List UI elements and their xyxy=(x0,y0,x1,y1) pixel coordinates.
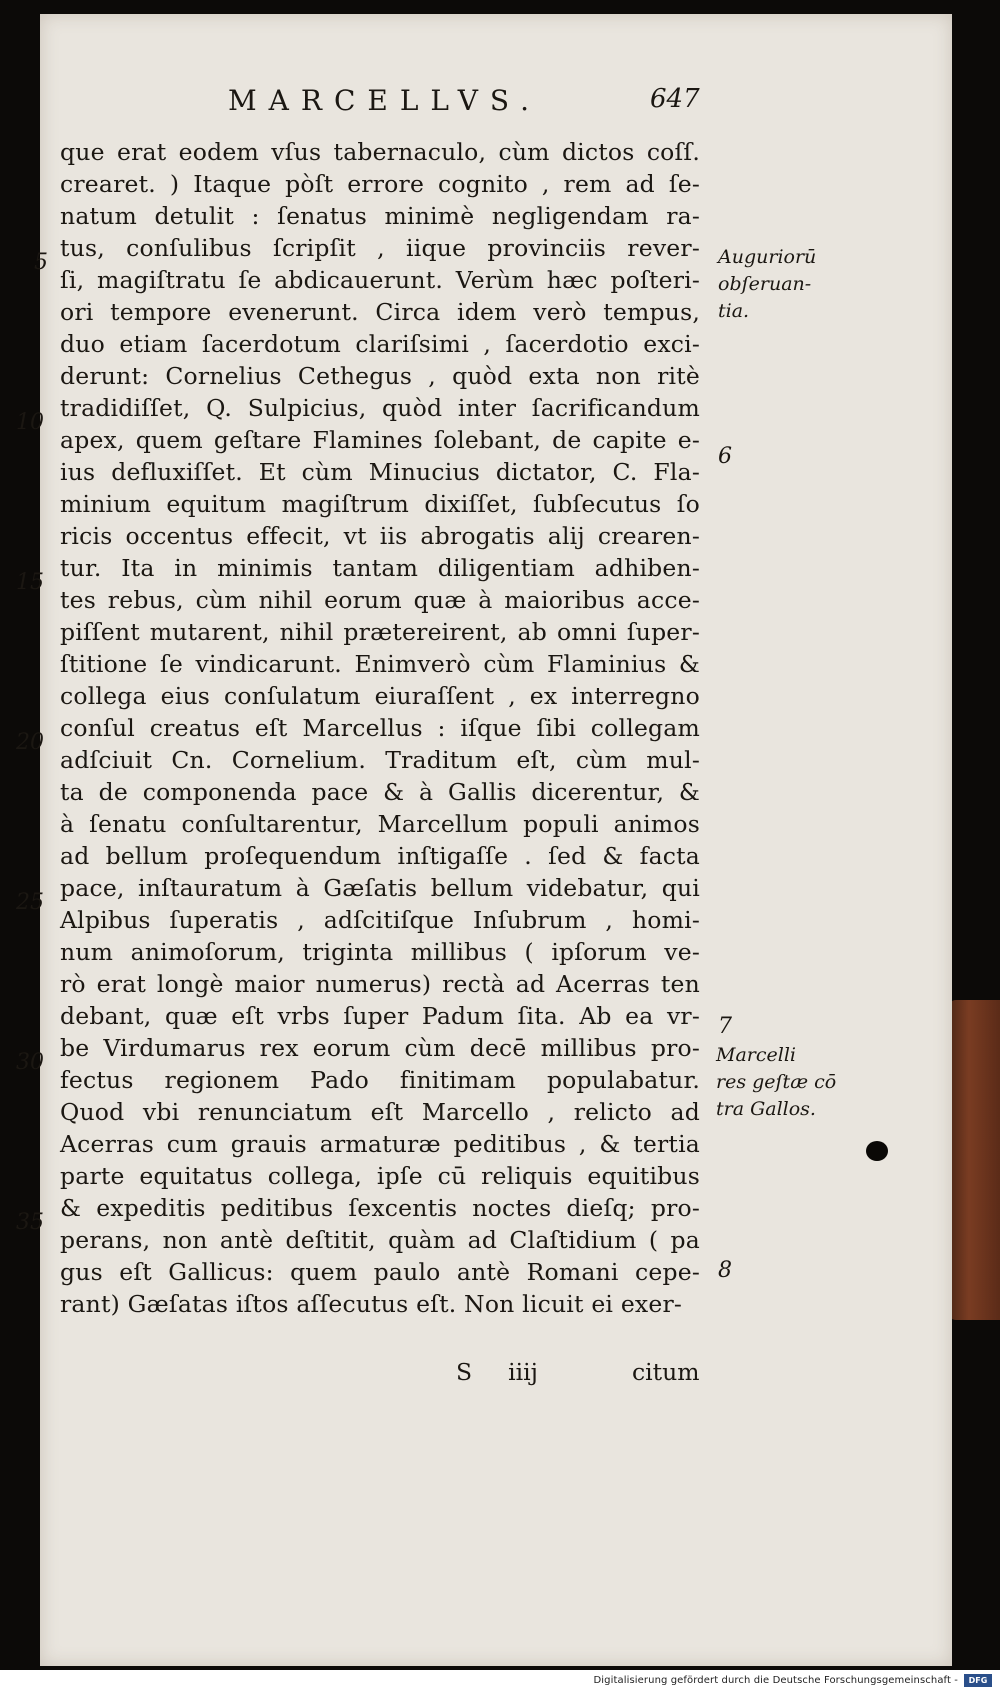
text-line: Acerras cum grauis armaturæ peditibus , & tertia xyxy=(60,1130,700,1158)
dfg-logo: DFG xyxy=(964,1674,992,1687)
text-line: duo etiam ſacerdotum clariſsimi , ſacerdotio exci- xyxy=(60,330,700,358)
text-line: gus eſt Gallicus: quem paulo antè Romani cepe- xyxy=(60,1258,700,1286)
signature-letter: S xyxy=(456,1358,473,1386)
text-line: tradidiſſet, Q. Sulpicius, quòd inter ſacrificandum xyxy=(60,394,700,422)
margin-note-line: Marcelli xyxy=(716,1044,796,1066)
margin-note-auguriorum xyxy=(718,244,816,325)
text-line: que erat eodem vſus tabernaculo, cùm dictos coſſ. xyxy=(60,138,700,166)
text-line: adſciuit Cn. Cornelium. Traditum eſt, cùm mul- xyxy=(60,746,700,774)
text-line: natum detulit : ſenatus minimè negligendam ra- xyxy=(60,202,700,230)
text-line: Alpibus ſuperatis , adſcitiſque Inſubrum , homi- xyxy=(60,906,700,934)
text-line: fectus regionem Pado finitimam populabatur. xyxy=(60,1066,700,1094)
text-line: pace, inſtauratum à Gæſatis bellum videbatur, qui xyxy=(60,874,700,902)
text-line: rò erat longè maior numerus) rectà ad Acerras ten xyxy=(60,970,700,998)
margin-note-line: Auguriorū xyxy=(718,246,817,268)
text-line: rant) Gæſatas iſtos aſſecutus eſt. Non licuit ei exer- xyxy=(60,1290,683,1318)
running-head: MARCELLVS. xyxy=(228,84,542,117)
text-line: Quod vbi renunciatum eſt Marcello , relicto ad xyxy=(60,1098,700,1126)
text-line: ſtitione ſe vindicarunt. Enimverò cùm Flaminius & xyxy=(60,650,700,678)
catchword: citum xyxy=(632,1358,700,1386)
text-line: apex, quem geſtare Flamines ſolebant, de capite e- xyxy=(60,426,700,454)
text-line: conſul creatus eſt Marcellus : iſque ſibi collegam xyxy=(60,714,700,742)
text-line: ius defluxiſſet. Et cùm Minucius dictator, C. Fla- xyxy=(60,458,700,486)
text-line: collega eius conſulatum eiuraſſent , ex interregno xyxy=(60,682,700,710)
text-line: à ſenatu conſultarentur, Marcellum populi animos xyxy=(60,810,700,838)
line-number-5: 5 xyxy=(34,250,48,275)
text-line: crearet. ) Itaque pòſt errore cognito , rem ad ſe- xyxy=(60,170,700,198)
margin-note-line: obſeruan- xyxy=(718,273,812,295)
text-line: ad bellum proſequendum inſtigaſſe . ſed & facta xyxy=(60,842,700,870)
line-number-35: 35 xyxy=(16,1210,44,1235)
text-line: be Virdumarus rex eorum cùm decē millibus pro- xyxy=(60,1034,700,1062)
text-line: perans, non antè deſtitit, quàm ad Claſtidium ( pa xyxy=(60,1226,700,1254)
text-line: parte equitatus collega, ipſe cū reliquis equitibus xyxy=(60,1162,700,1190)
text-line: ta de componenda pace & à Gallis dicerentur, & xyxy=(60,778,700,806)
text-line: & expeditis peditibus ſexcentis noctes dieſq; pro- xyxy=(60,1194,700,1222)
signature-numeral: iiij xyxy=(508,1358,538,1386)
text-line: tur. Ita in minimis tantam diligentiam adhiben- xyxy=(60,554,700,582)
line-number-15: 15 xyxy=(16,570,44,595)
margin-number-6: 6 xyxy=(718,444,732,469)
text-line: ricis occentus effecit, vt iis abrogatis alij crearen- xyxy=(60,522,700,550)
funding-notice: Digitalisierung gefördert durch die Deutsche Forschungsgemeinschaft - xyxy=(593,1675,958,1686)
text-line: derunt: Cornelius Cethegus , quòd exta non ritè xyxy=(60,362,700,390)
text-line: ſi, magiſtratu ſe abdicauerunt. Verùm hæc poſteri- xyxy=(60,266,700,294)
text-line: debant, quæ eſt vrbs ſuper Padum ſita. Ab ea vr- xyxy=(60,1002,700,1030)
text-line: tus, conſulibus ſcripſit , iique provinciis rever- xyxy=(60,234,700,262)
page-number: 647 xyxy=(650,84,700,114)
text-line: ori tempore evenerunt. Circa idem verò tempus, xyxy=(60,298,700,326)
line-number-10: 10 xyxy=(16,410,44,435)
line-number-25: 25 xyxy=(16,890,44,915)
text-line: num animoſorum, triginta millibus ( ipſorum ve- xyxy=(60,938,700,966)
margin-note-line: tia. xyxy=(718,300,750,322)
line-number-20: 20 xyxy=(16,730,44,755)
book-cradle-edge xyxy=(948,1000,1000,1320)
ink-blot xyxy=(866,1141,888,1161)
text-line: piſſent mutarent, nihil prætereirent, ab omni ſuper- xyxy=(60,618,700,646)
signature-mark xyxy=(456,1358,574,1386)
margin-note-line: tra Gallos. xyxy=(716,1098,816,1120)
margin-number-8: 8 xyxy=(718,1258,732,1283)
margin-note-line: res geſtæ cō xyxy=(716,1071,837,1093)
text-line: minium equitum magiſtrum dixiſſet, ſubſecutus ſo xyxy=(60,490,700,518)
line-number-30: 30 xyxy=(16,1050,44,1075)
margin-note-marcelli xyxy=(716,1042,836,1123)
margin-number-7: 7 xyxy=(718,1014,732,1039)
text-line: tes rebus, cùm nihil eorum quæ à maioribus acce- xyxy=(60,586,700,614)
